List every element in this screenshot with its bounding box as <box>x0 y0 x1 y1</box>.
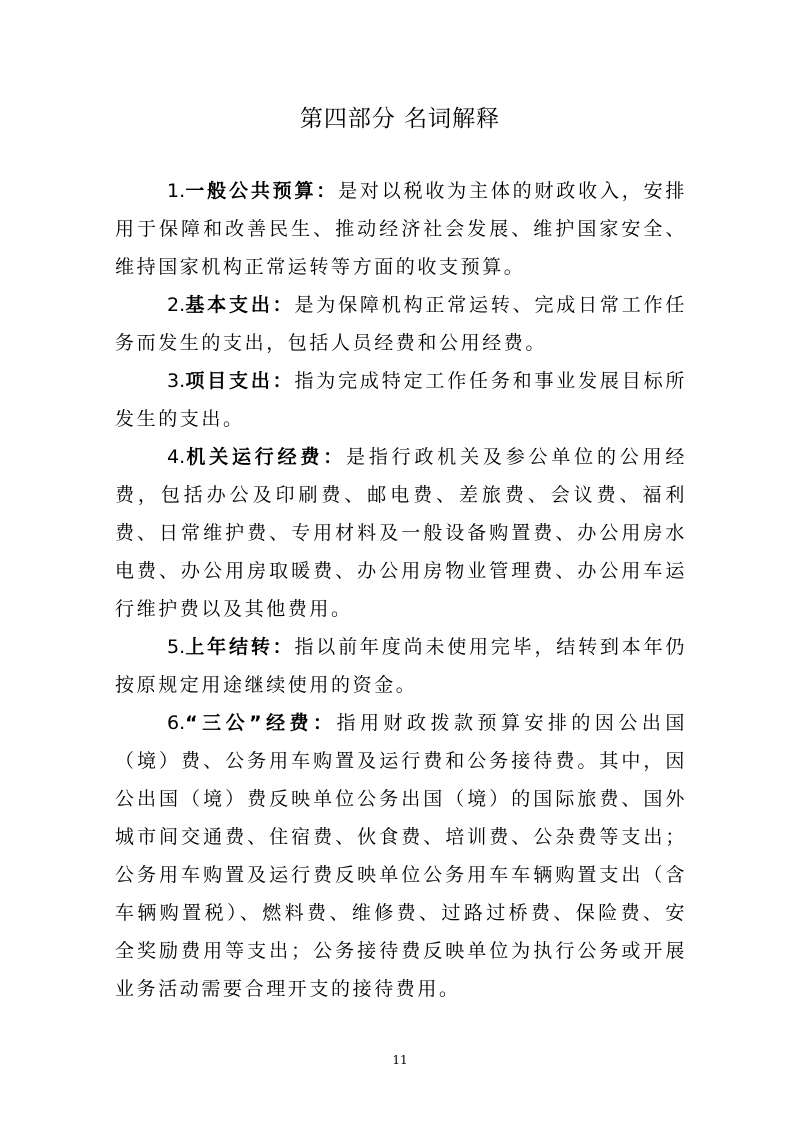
definition-item <box>115 172 687 286</box>
definition-item <box>115 286 687 362</box>
definition-text: 是指行政机关及参公单位的公用经费，包括办公及印刷费、邮电费、差旅费、会议费、福利费、日常维护费、专用材料及一般设备购置费、办公用房水电费、办公用房取暖费、办公用房物业管理费、办公用车运行维护费以及其他费用。 <box>115 446 687 620</box>
definition-item <box>115 362 687 438</box>
definition-term: 基本支出： <box>185 294 295 316</box>
page-number: 11 <box>392 1053 408 1067</box>
page-title: 第四部分 名词解释 <box>299 106 501 132</box>
definition-term: 机关运行经费： <box>185 446 347 468</box>
definition-number: 3. <box>167 370 186 392</box>
definition-term: “三公”经费： <box>185 712 337 734</box>
definition-number: 6. <box>167 712 186 734</box>
definition-item <box>115 438 687 628</box>
definition-text: 是为保障机构正常运转、完成日常工作任务而发生的支出，包括人员经费和公用经费。 <box>115 294 687 354</box>
definition-text: 指为完成特定工作任务和事业发展目标所发生的支出。 <box>115 370 687 430</box>
definition-item <box>115 704 687 1008</box>
definition-item <box>115 628 687 704</box>
definition-term: 上年结转： <box>185 636 295 658</box>
definition-number: 5. <box>167 636 186 658</box>
definition-number: 1. <box>167 180 186 202</box>
definition-text: 是对以税收为主体的财政收入，安排用于保障和改善民生、推动经济社会发展、维护国家安全、维持国家机构正常运转等方面的收支预算。 <box>115 180 688 278</box>
definition-term: 一般公共预算： <box>185 180 339 202</box>
definition-term: 项目支出： <box>185 370 295 392</box>
definition-text: 指用财政拨款预算安排的因公出国（境）费、公务用车购置及运行费和公务接待费。其中，因公出国（境）费反映单位公务出国（境）的国际旅费、国外城市间交通费、住宿费、伙食费、培训费、公杂费等支出；公务用车购置及运行费反映单位公务用车车辆购置支出（含车辆购置税）、燃料费、维修费、过路过桥费、保险费、安全奖励费用等支出；公务接待费反映单位为执行公务或开展业务活动需要合理开支的接待费用。 <box>115 712 687 1000</box>
definition-number: 4. <box>167 446 186 468</box>
definitions-list <box>115 172 687 1008</box>
definition-text: 指以前年度尚未使用完毕，结转到本年仍按原规定用途继续使用的资金。 <box>115 636 687 696</box>
definition-number: 2. <box>167 294 186 316</box>
